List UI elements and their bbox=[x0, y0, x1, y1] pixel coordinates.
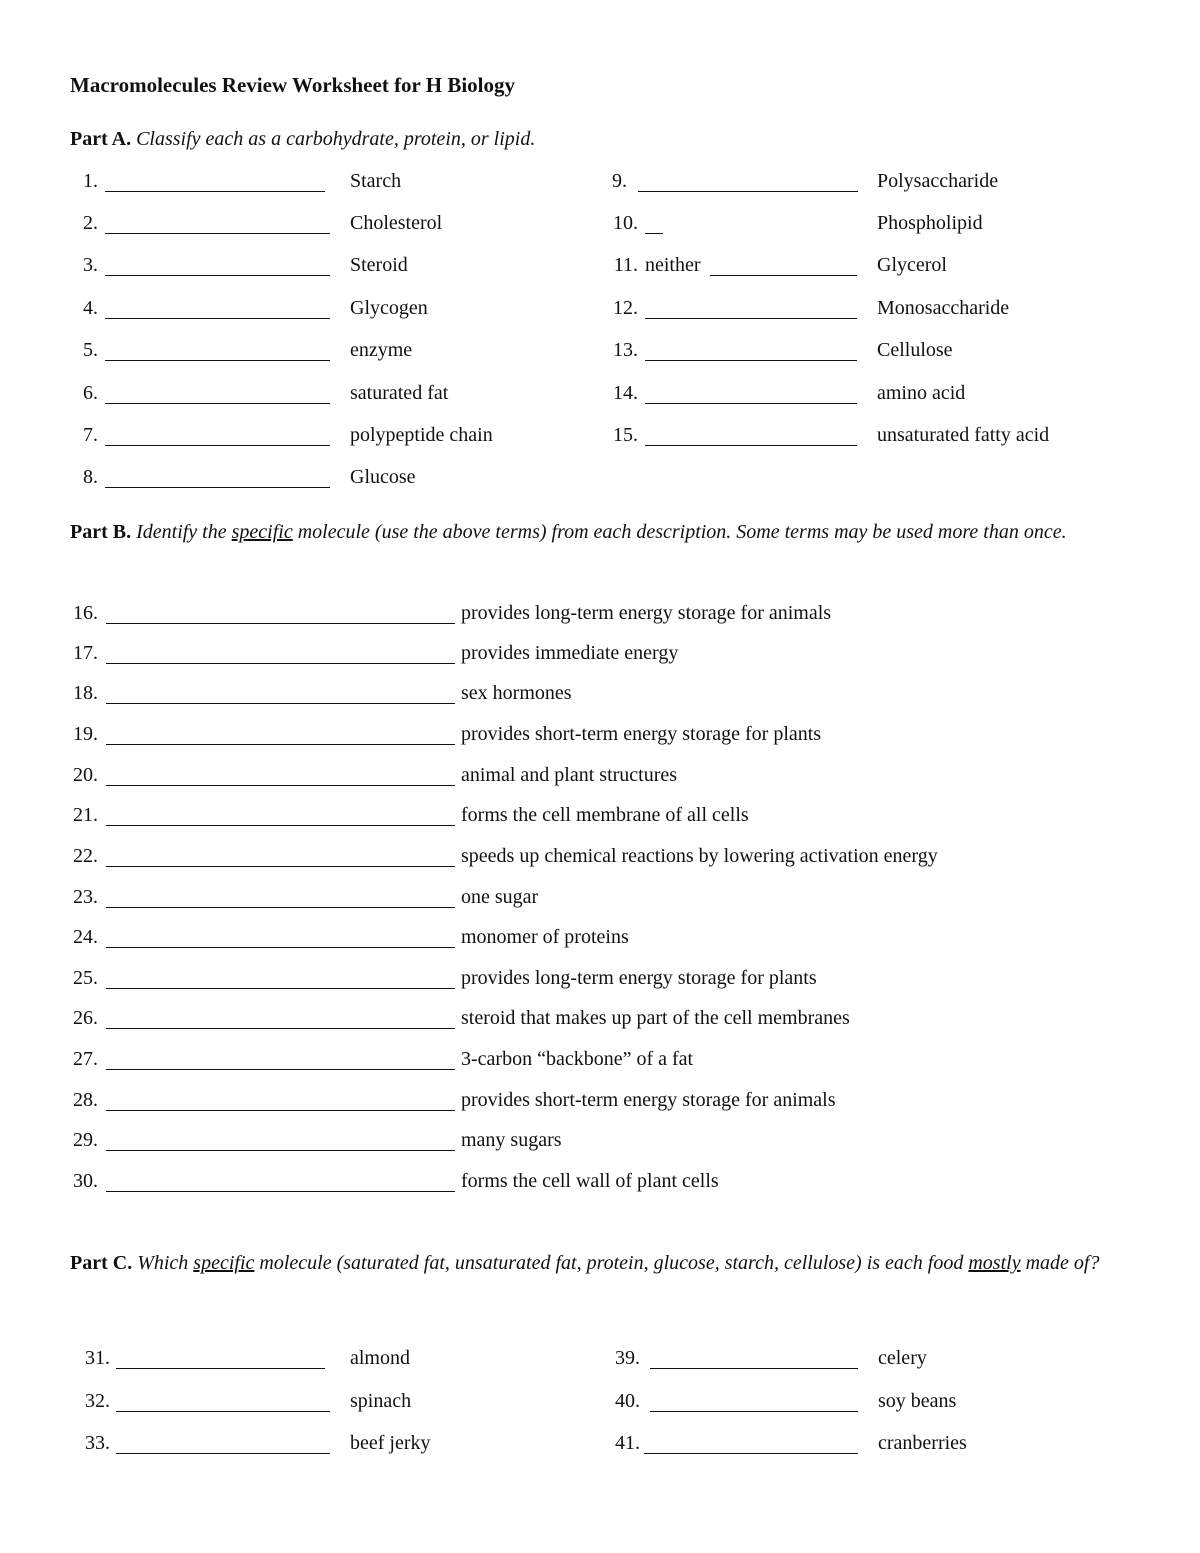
filled-answer: neither bbox=[645, 254, 701, 276]
question-number: 9. bbox=[612, 170, 627, 192]
worksheet-title: Macromolecules Review Worksheet for H Biology bbox=[70, 73, 516, 97]
answer-blank[interactable] bbox=[116, 1411, 330, 1412]
term-label: Phospholipid bbox=[877, 212, 983, 234]
question-number: 39. bbox=[615, 1347, 640, 1369]
term-label: Glucose bbox=[350, 466, 416, 488]
answer-blank[interactable] bbox=[106, 1028, 455, 1029]
description-label: provides long-term energy storage for plants bbox=[461, 967, 817, 989]
question-row bbox=[0, 1048, 1150, 1076]
question-number: 11. bbox=[613, 254, 638, 276]
answer-blank[interactable] bbox=[650, 1368, 858, 1369]
answer-blank[interactable] bbox=[106, 825, 455, 826]
answer-blank[interactable] bbox=[106, 1069, 455, 1070]
question-row bbox=[0, 682, 1150, 710]
part-b-heading bbox=[70, 519, 1140, 546]
question-row bbox=[0, 297, 600, 325]
question-row bbox=[600, 254, 1160, 282]
question-number: 1. bbox=[83, 170, 98, 192]
answer-blank[interactable] bbox=[105, 445, 330, 446]
part-a-instruction: Classify each as a carbohydrate, protein, or lipid. bbox=[136, 128, 536, 150]
question-row bbox=[0, 170, 600, 198]
question-row bbox=[0, 1347, 600, 1375]
description-label: forms the cell wall of plant cells bbox=[461, 1170, 719, 1192]
answer-blank[interactable] bbox=[106, 907, 455, 908]
question-row bbox=[0, 212, 600, 240]
description-label: monomer of proteins bbox=[461, 926, 629, 948]
instruction-text: molecule (use the above terms) from each description. Some terms may be used more than once. bbox=[292, 521, 1067, 543]
question-row bbox=[0, 1390, 600, 1418]
instruction-text: made of? bbox=[1020, 1252, 1100, 1274]
question-number: 32. bbox=[85, 1390, 110, 1412]
food-label: cranberries bbox=[878, 1432, 967, 1454]
question-row bbox=[600, 1432, 1160, 1460]
question-number: 15. bbox=[613, 424, 638, 446]
part-c-instruction bbox=[137, 1252, 1099, 1274]
term-label: polypeptide chain bbox=[350, 424, 493, 446]
answer-blank[interactable] bbox=[105, 233, 330, 234]
answer-blank[interactable] bbox=[645, 403, 857, 404]
question-number: 41. bbox=[615, 1432, 640, 1454]
instruction-text: molecule (saturated fat, unsaturated fat, protein, glucose, starch, cellulose) is each food bbox=[254, 1252, 969, 1274]
description-label: sex hormones bbox=[461, 682, 572, 704]
part-b-instruction bbox=[136, 521, 1067, 543]
description-label: provides long-term energy storage for animals bbox=[461, 602, 832, 624]
answer-blank[interactable] bbox=[644, 1453, 858, 1454]
answer-blank[interactable] bbox=[638, 191, 858, 192]
answer-blank[interactable] bbox=[106, 663, 455, 664]
question-number: 40. bbox=[615, 1390, 640, 1412]
description-label: provides short-term energy storage for plants bbox=[461, 723, 822, 745]
answer-blank[interactable] bbox=[106, 1110, 455, 1111]
question-number: 31. bbox=[85, 1347, 110, 1369]
answer-blank[interactable] bbox=[645, 318, 857, 319]
term-label: Cholesterol bbox=[350, 212, 443, 234]
question-row bbox=[0, 926, 1150, 954]
answer-blank[interactable] bbox=[105, 360, 330, 361]
answer-blank[interactable] bbox=[650, 1411, 858, 1412]
question-number: 13. bbox=[613, 339, 638, 361]
question-number: 24. bbox=[73, 926, 98, 948]
question-number: 4. bbox=[83, 297, 98, 319]
description-label: forms the cell membrane of all cells bbox=[461, 804, 749, 826]
question-number: 10. bbox=[613, 212, 638, 234]
answer-blank[interactable] bbox=[106, 703, 455, 704]
answer-blank[interactable] bbox=[106, 1150, 455, 1151]
description-label: 3-carbon “backbone” of a fat bbox=[461, 1048, 694, 1070]
question-number: 6. bbox=[83, 382, 98, 404]
answer-blank[interactable] bbox=[105, 318, 330, 319]
question-number: 20. bbox=[73, 764, 98, 786]
question-row bbox=[0, 1129, 1150, 1157]
question-row bbox=[600, 297, 1160, 325]
question-row bbox=[600, 424, 1160, 452]
question-row bbox=[600, 382, 1160, 410]
answer-blank[interactable] bbox=[105, 191, 325, 192]
question-row bbox=[0, 1007, 1150, 1035]
answer-blank[interactable] bbox=[710, 275, 857, 276]
answer-blank[interactable] bbox=[106, 1191, 455, 1192]
question-number: 14. bbox=[613, 382, 638, 404]
answer-blank[interactable] bbox=[105, 487, 330, 488]
part-a-label: Part A. bbox=[70, 128, 132, 150]
answer-blank[interactable] bbox=[106, 623, 455, 624]
question-number: 3. bbox=[83, 254, 98, 276]
question-number: 26. bbox=[73, 1007, 98, 1029]
part-a-heading bbox=[70, 126, 1140, 153]
term-label: Monosaccharide bbox=[877, 297, 1010, 319]
question-number: 19. bbox=[73, 723, 98, 745]
answer-blank[interactable] bbox=[645, 445, 857, 446]
term-label: enzyme bbox=[350, 339, 413, 361]
term-label: Starch bbox=[350, 170, 402, 192]
answer-blank[interactable] bbox=[116, 1453, 330, 1454]
question-row bbox=[0, 466, 600, 494]
question-row bbox=[0, 339, 600, 367]
question-number: 27. bbox=[73, 1048, 98, 1070]
question-row bbox=[600, 339, 1160, 367]
part-b-label: Part B. bbox=[70, 521, 132, 543]
food-label: almond bbox=[350, 1347, 410, 1369]
question-row bbox=[600, 212, 1160, 240]
question-row bbox=[0, 254, 600, 282]
instruction-text: Identify the bbox=[136, 521, 232, 543]
question-row bbox=[0, 886, 1150, 914]
question-number: 17. bbox=[73, 642, 98, 664]
answer-blank[interactable] bbox=[106, 785, 455, 786]
question-number: 33. bbox=[85, 1432, 110, 1454]
question-number: 23. bbox=[73, 886, 98, 908]
question-row bbox=[0, 723, 1150, 751]
description-label: provides immediate energy bbox=[461, 642, 679, 664]
description-label: provides short-term energy storage for animals bbox=[461, 1089, 836, 1111]
term-label: unsaturated fatty acid bbox=[877, 424, 1050, 446]
answer-blank[interactable] bbox=[106, 866, 455, 867]
question-row bbox=[0, 967, 1150, 995]
term-label: Glycogen bbox=[350, 297, 428, 319]
instruction-text: Which bbox=[137, 1252, 194, 1274]
question-number: 25. bbox=[73, 967, 98, 989]
question-row bbox=[0, 382, 600, 410]
question-number: 28. bbox=[73, 1089, 98, 1111]
question-number: 29. bbox=[73, 1129, 98, 1151]
question-row bbox=[0, 602, 1150, 630]
instruction-emphasis: mostly bbox=[968, 1252, 1021, 1274]
question-number: 18. bbox=[73, 682, 98, 704]
answer-blank[interactable] bbox=[106, 744, 455, 745]
answer-blank[interactable] bbox=[106, 947, 455, 948]
question-row bbox=[0, 1089, 1150, 1117]
part-c-label: Part C. bbox=[70, 1252, 133, 1274]
description-label: steroid that makes up part of the cell membranes bbox=[461, 1007, 850, 1029]
food-label: beef jerky bbox=[350, 1432, 431, 1454]
question-row bbox=[600, 1347, 1160, 1375]
description-label: one sugar bbox=[461, 886, 539, 908]
term-label: Cellulose bbox=[877, 339, 953, 361]
answer-blank[interactable] bbox=[105, 275, 330, 276]
question-row bbox=[0, 424, 600, 452]
instruction-emphasis: specific bbox=[193, 1252, 255, 1274]
answer-blank[interactable] bbox=[105, 403, 330, 404]
question-row bbox=[0, 845, 1150, 873]
question-number: 2. bbox=[83, 212, 98, 234]
instruction-emphasis: specific bbox=[231, 521, 293, 543]
question-number: 21. bbox=[73, 804, 98, 826]
question-row bbox=[0, 1432, 600, 1460]
question-number: 30. bbox=[73, 1170, 98, 1192]
question-number: 12. bbox=[613, 297, 638, 319]
food-label: spinach bbox=[350, 1390, 412, 1412]
food-label: celery bbox=[878, 1347, 927, 1369]
question-row bbox=[600, 170, 1160, 198]
question-row bbox=[0, 804, 1150, 832]
term-label: Glycerol bbox=[877, 254, 947, 276]
question-number: 8. bbox=[83, 466, 98, 488]
question-row bbox=[0, 764, 1150, 792]
question-number: 7. bbox=[83, 424, 98, 446]
answer-blank[interactable] bbox=[645, 360, 857, 361]
description-label: speeds up chemical reactions by lowering activation energy bbox=[461, 845, 938, 867]
part-c-heading bbox=[70, 1250, 1140, 1277]
answer-blank[interactable] bbox=[116, 1368, 325, 1369]
question-row bbox=[600, 1390, 1160, 1418]
answer-blank[interactable] bbox=[106, 988, 455, 989]
question-number: 16. bbox=[73, 602, 98, 624]
question-row bbox=[0, 642, 1150, 670]
description-label: animal and plant structures bbox=[461, 764, 678, 786]
food-label: soy beans bbox=[878, 1390, 957, 1412]
description-label: many sugars bbox=[461, 1129, 562, 1151]
term-label: saturated fat bbox=[350, 382, 449, 404]
question-number: 22. bbox=[73, 845, 98, 867]
question-number: 5. bbox=[83, 339, 98, 361]
term-label: Steroid bbox=[350, 254, 408, 276]
term-label: Polysaccharide bbox=[877, 170, 999, 192]
answer-blank[interactable] bbox=[645, 233, 663, 234]
term-label: amino acid bbox=[877, 382, 966, 404]
question-row bbox=[0, 1170, 1150, 1198]
